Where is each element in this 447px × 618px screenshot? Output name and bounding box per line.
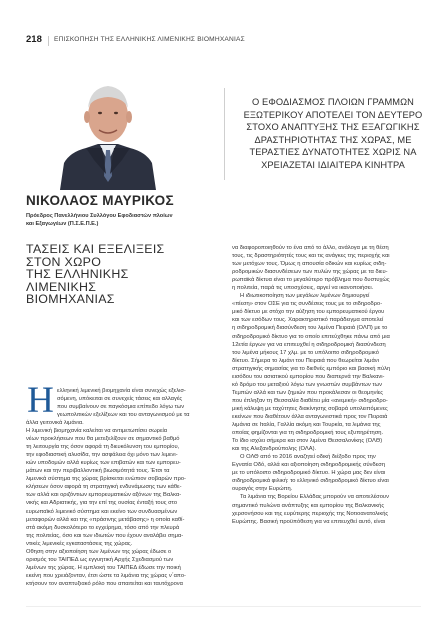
body-text-line: σόμενη, υπόκειται σε συνεχείς τάσεις και αλλαγές bbox=[57, 396, 183, 403]
pull-quote-line: ΧΡΕΙΑΖΕΤΑΙ ΙΔΙΑΙΤΕΡΑ ΚΙΝΗΤΡΑ bbox=[261, 159, 405, 170]
paragraph bbox=[232, 300, 428, 453]
body-text-line: με το υπόλοιπο σιδηροδρομικό δίκτυο. Η χώρα μας δεν είναι bbox=[232, 470, 386, 477]
body-text-line: και των εσόδων τους. Χαρακτηριστικό παράδειγμα αποτελεί bbox=[232, 317, 384, 324]
body-text-line: που συμβαίνουν σε παγκόσμια επίπεδο λόγω των bbox=[57, 404, 185, 411]
body-text-line: μικό δίκτυο με στόχο την αύξηση του εμπορευματικού έργου bbox=[232, 309, 385, 316]
paragraph bbox=[232, 493, 428, 501]
body-text-line: σιδηροδρομικά φιλική: το ελληνικό σιδηροδρομικό δίκτυο είναι bbox=[232, 478, 389, 485]
body-text-line: δίκτυο. Σήμερα το λιμάνι του Πειραιά που θεωρείται λιμάνι bbox=[232, 357, 379, 364]
body-text-line: μάτων και την περιβαλλοντική βιωσιμότητά τους. Έτσι τα bbox=[26, 468, 170, 475]
body-text-line: και της Αλεξανδρούπολης (ΟΛΑ). bbox=[232, 446, 317, 453]
body-text-line: τους, τις δραστηριότητές τους και τις ανάγκες της περιοχής και bbox=[232, 253, 390, 260]
pull-quote-line: ΤΕΡΑΣΤΙΕΣ ΔΥΝΑΤΟΤΗΤΕΣ ΧΩΡΙΣ ΝΑ bbox=[249, 147, 417, 158]
body-left-column bbox=[26, 419, 218, 588]
section-title-line: ΛΙΜΕΝΙΚΗΣ bbox=[26, 279, 97, 294]
body-text-line: του λιμένα μήκους 17 χλμ. με το υπόλοιπο σιδηροδρομικό bbox=[232, 349, 379, 356]
body-text-line: η πολιτεία, παρά τις υποσχέσεις, αργεί να ικανοποιήσει. bbox=[232, 285, 374, 292]
pull-quote-line: ΕΞΩΤΕΡΙΚΟΥ ΑΠΟΤΕΛΕΙ ΤΟΝ ΔΕΥΤΕΡΟ bbox=[243, 109, 423, 120]
body-text-line: γεωπολιτικών εξελίξεων και του ανταγωνισμού με τα bbox=[57, 412, 190, 419]
author-role-line: Πρόεδρος Πανελλήνιου Συλλόγου Εφοδιαστών πλοίων bbox=[26, 213, 173, 219]
body-left-dropcap-lines bbox=[57, 387, 189, 419]
paragraph bbox=[232, 292, 428, 300]
body-text-line: ντικές λιμενικές εγκαταστάσεις της χώρας. bbox=[26, 540, 133, 547]
header-divider bbox=[48, 36, 49, 46]
body-text-line: στά ακόμη δυσκολότερο το εγχείρημα, τόσο από την πλευρά bbox=[26, 524, 180, 531]
pull-quote-line: Ο ΕΦΟΔΙΑΣΜΟΣ ΠΛΟΙΩΝ ΓΡΑΜΜΩΝ bbox=[252, 97, 414, 107]
body-text-line: να διαφοροποιηθούν το ένα από το άλλο, ανάλογα με τη θέση bbox=[232, 245, 389, 251]
body-text-line: των αλλά και οριζόντιων εμπορευματικών αξόνων της Βαλκα- bbox=[26, 492, 182, 499]
body-text-line: ορισμός του ΤΑΙΠΕΔ ως εγγυητική Αρχής Σχεδιασμού των bbox=[26, 556, 174, 563]
running-title: ΕΠΙΣΚΟΠΗΣΗ ΤΗΣ ΕΛΛΗΝΙΚΗΣ ΛΙΜΕΝΙΚΗΣ ΒΙΟΜΗΧΑΝΙΑΣ bbox=[54, 36, 245, 43]
quote-divider bbox=[224, 88, 225, 180]
body-text-line: Τεμπών αλλά και των ζημιών που προκάλεσαν οι θεομηνίες bbox=[232, 389, 384, 396]
body-text-line: εκείνη που χρειάζονταν, έτσι ώστε τα λιμάνια της χώρας ν΄απο- bbox=[26, 572, 186, 579]
drop-cap-letter: Η bbox=[27, 384, 54, 414]
paragraph bbox=[232, 244, 428, 292]
body-text-line: των μετόχων τους. Όμως η απουσία οδικών και κυρίως σιδη- bbox=[232, 261, 387, 268]
body-text-line: άλλα γειτονικά λιμάνια. bbox=[26, 420, 84, 426]
author-name: ΝΙΚΟΛΑΟΣ ΜΑΥΡΙΚΟΣ bbox=[26, 193, 174, 208]
body-text-line: Η ιδιωτικοποίηση των μεγάλων λιμένων δημιουργεί bbox=[240, 293, 370, 300]
body-text-line: Ο ΟΛΘ από το 2016 αναζητεί οδική διέξοδο προς την bbox=[240, 454, 376, 461]
body-text-line: που έπληξαν τη Θεσσαλία διαθέτει μία «ανεμική» σιδηροδρο- bbox=[232, 397, 388, 404]
body-text-line: της πολιτείας, όσο και των ιδιωτών που έχουν αναλάβει σημα- bbox=[26, 532, 184, 539]
paragraph bbox=[232, 502, 428, 526]
section-title-line: ΤΑΣΕΙΣ ΚΑΙ ΕΞΕΛΙΞΕΙΣ bbox=[26, 242, 165, 256]
body-text-line: χερσονήσου και της ευρύτερης περιοχής της Νοτιοανατολικής bbox=[232, 510, 389, 517]
author-role bbox=[26, 212, 173, 228]
body-text-line: νέων προκλήσεων που θα μετεξελίξουν σε σημαντικό βαθμό bbox=[26, 436, 180, 443]
section-title-line: ΒΙΟΜΗΧΑΝΙΑΣ bbox=[26, 292, 115, 307]
pull-quote-line: ΣΤΟΧΟ ΑΝΑΠΤΥΞΗΣ ΤΗΣ ΕΞΑΓΩΓΙΚΗΣ bbox=[246, 122, 420, 133]
body-text-line: ρωπαϊκά δίκτυα είναι το μεγαλύτερο πρόβλημα που δυστυχώς bbox=[232, 277, 390, 284]
body-text-line: λιμενικά σύστημα της χώρας βρίσκεται ενώπιον σοβαρών προ- bbox=[26, 476, 186, 483]
bottom-divider bbox=[26, 606, 421, 607]
portrait-photo bbox=[26, 64, 208, 190]
body-text-line: εισόδου του ασιατικού εμπορίου που διαπερνά την Βαλκανι- bbox=[232, 373, 385, 380]
body-text-line: ροδρομικών διασυνδέσεων των πυλών της χώρας με τα διευ- bbox=[232, 269, 388, 276]
body-text-line: νικής και Αδριατικής, για την επί της ουσίας ένταξή τους στο bbox=[26, 500, 178, 507]
body-text-line: λιμένων της χώρας. Η εμπλοκή του ΤΑΙΠΕΔ έδωσε την ποική bbox=[26, 564, 181, 571]
page-header bbox=[26, 34, 421, 50]
body-text-line: 12ετία έργων για να επιτευχθεί η σιδηροδρομική διασύνδεση bbox=[232, 341, 386, 348]
body-text-line: κό δρόμο του μεταξιού λόγω των γνωστών συμβάντων των bbox=[232, 381, 382, 388]
body-text-line: οποίας φημίζονται για τη σιδηροδρομική τους εξυπηρέτηση. bbox=[232, 430, 384, 437]
body-text-line: την εφοδιαστική αλυσίδα, την ασφάλεια όχι μόνο των λιμενι- bbox=[26, 452, 178, 459]
body-text-line: λιμάνια σε Ιταλία, Γαλλία ακόμη και Τουρκία, τα λιμάνια της bbox=[232, 422, 381, 429]
body-right-column bbox=[232, 244, 428, 526]
body-text-line: στρατηγικής σημασίας για το διεθνές εμπόριο και βασική πύλη bbox=[232, 365, 391, 372]
body-text-line: Εγνατία Οδό, αλλά και αξιοποίηση σιδηροδρομικής σύνδεση bbox=[232, 462, 386, 469]
body-text-line: μική κάλυψη με ταχύτητες διακίνησης σοβαρά υπολειπόμενες bbox=[232, 405, 388, 412]
body-text-line: η σιδηροδρομική διασύνδεση του λιμένα Πειραιά (ΟΛΠ) με το bbox=[232, 325, 388, 332]
body-text-line: Τα λιμάνια της Βορείου Ελλάδας μπορούν να αποτελέσουν bbox=[240, 494, 389, 501]
body-text-line: μεταφορών αλλά και της «πράσινης μετάβασης» η οποία καθί- bbox=[26, 516, 185, 523]
paragraph bbox=[232, 453, 428, 461]
pull-quote bbox=[238, 96, 428, 172]
body-text-line: σιδηροδρομικό δίκτυο για το οποίο επιτεύχθηκε πάνω από μια bbox=[232, 333, 390, 340]
body-text-line: Η λιμενική βιομηχανία καλείται να αντιμετωπίσει σωρεία bbox=[26, 428, 168, 435]
body-text-line: ουραγός στην Ευρώπη. bbox=[232, 486, 293, 493]
body-text-line: Οθηση στην αξιοποίηση των λιμένων της χώρας έδωσε ο bbox=[26, 548, 172, 555]
pull-quote-line: ΔΡΑΣΤΗΡΙΟΤΗΤΑΣ ΤΗΣ ΧΩΡΑΣ, ΜΕ bbox=[254, 134, 412, 145]
drop-cap bbox=[26, 384, 55, 414]
page-number: 218 bbox=[26, 34, 42, 45]
body-text-line: σημαντικό πυλώνα ανάπτυξης και εμπορίου της Βαλκανικής bbox=[232, 502, 385, 509]
body-text-line: ελληνική λιμενική βιομηχανία είναι συνεχώς εξελισ- bbox=[57, 388, 186, 394]
paragraph bbox=[232, 461, 428, 493]
body-text-line: τη λειτουργία της όσον αφορά τη διευκόλυνση του εμπορίου, bbox=[26, 444, 180, 451]
portrait-illustration bbox=[26, 64, 208, 190]
body-text-line: Το ίδιο ισχύει σήμερα και στον λιμένα Θεσσαλονίκης (ΟΛΘ) bbox=[232, 438, 383, 445]
body-text-line: κτήσουν τον αναπτυξιακό ρόλο που απαιτείται και ταυτόχρονα bbox=[26, 580, 183, 587]
body-text-line: «πίεση» στον ΟΣΕ για τις συνδέσεις τους με το σιδηροδρο- bbox=[232, 301, 383, 308]
body-text-line: ευρωπαϊκό λιμενικό σύστημα και εκείνο των συνδυασμένων bbox=[26, 508, 178, 515]
body-text-line: Ευρώπης. Βασική προϋπόθεση για να επιτευχθεί αυτό, είναι bbox=[232, 518, 386, 525]
author-role-line: και Εξαγωγέων (Π.Σ.Ε.Π.Ε.) bbox=[26, 221, 99, 227]
section-title-line: ΤΗΣ ΕΛΛΗΝΙΚΗΣ bbox=[26, 267, 129, 282]
body-text-line: κών υποδομών αλλά κυρίως των επιβατών και των εμπορευ- bbox=[26, 460, 181, 467]
body-text-line: εκείνων που διαθέτουν άλλα ανταγωνιστικά προς τον Πειραιά bbox=[232, 413, 388, 420]
section-title-line: ΣΤΟΝ ΧΩΡΟ bbox=[26, 254, 102, 269]
section-title bbox=[26, 243, 165, 306]
body-text-line: κλήσεων όσον αφορά τη στρατηγική ενδυνάμωσης των κάθε- bbox=[26, 484, 182, 491]
